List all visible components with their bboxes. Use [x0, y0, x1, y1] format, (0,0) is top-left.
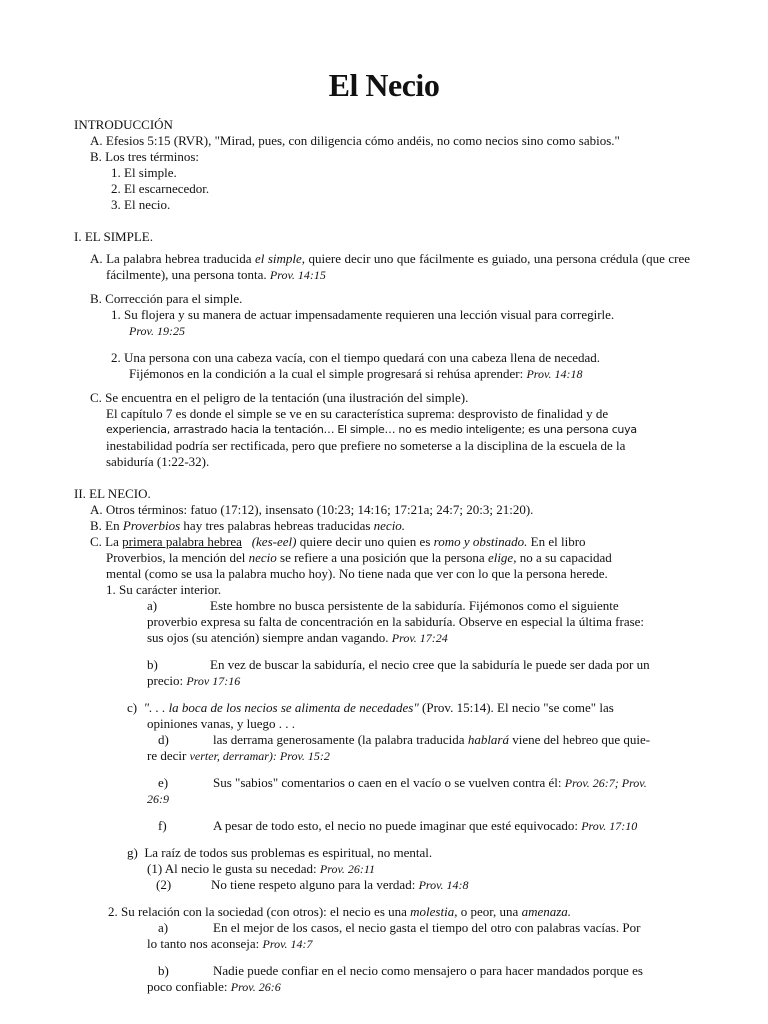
s2-b-text-2: hay tres palabras hebreas traducidas	[180, 518, 374, 533]
s2-c1g1-reference: Prov. 26:11	[319, 862, 376, 876]
s2-c-text-3: En el libro	[527, 534, 586, 549]
s2-c1d-reference: verter, derramar): Prov. 15:2	[189, 749, 330, 763]
s2-c1a-line-2: proverbio expresa su falta de concentración en la sabiduría. Observe en especial la última frase:	[147, 614, 645, 629]
s1-c-quote-line-1: El capítulo 7 es donde el simple se ve en su característica suprema: desprovisto de finalidad y de	[106, 406, 609, 421]
intro-item-a: A. Efesios 5:15 (RVR), "Mirad, pues, con diligencia cómo andéis, no como necios sino como sabios."	[90, 133, 620, 148]
s2-c1-heading: 1. Su carácter interior.	[106, 582, 222, 597]
s1-b1-reference: Prov. 19:25	[129, 324, 185, 338]
s1-a-reference: Prov. 14:15	[269, 268, 326, 282]
s2-c1d-l2-text: re decir	[147, 748, 190, 763]
s2-c1f-reference: Prov. 17:10	[581, 819, 638, 833]
document-body	[74, 117, 690, 995]
s1-a-text: A. La palabra hebrea traducida	[90, 251, 255, 266]
s2-c1g-sub-2	[156, 877, 690, 893]
s2-c2-text: 2. Su relación con la sociedad (con otros): el necio es una	[108, 904, 411, 919]
s1-a-text-2: quiere decir uno que fácilmente es guiado, una persona crédula (que cree fácilmente), una persona tonta.	[106, 251, 690, 282]
s2-c1d-emphasis: hablará	[467, 732, 509, 747]
s2-c2b-line-2	[147, 979, 690, 995]
s2-c1c-text: (Prov. 15:14). El necio "se come" las	[418, 700, 614, 715]
s2-c1d-text: las derrama generosamente (la palabra traducida	[213, 732, 468, 747]
s1-c-quote-line-4: sabiduría (1:22-32).	[106, 454, 210, 469]
s2-c1g2-label: (2)	[156, 877, 172, 892]
s2-c-text-2: quiere decir uno quien es	[296, 534, 434, 549]
s2-c1c-quote: ". . . la boca de los necios se alimenta de necedades"	[143, 700, 419, 715]
s2-c-l2-text-2: se refiere a una posición que la persona	[276, 550, 488, 565]
s2-c1a-reference: Prov. 17:24	[391, 631, 448, 645]
page-title: El Necio	[328, 67, 440, 103]
s2-c-l2-text-3: no a su capacidad	[516, 550, 612, 565]
s2-item-c	[90, 534, 690, 550]
s2-b-text: B. En	[90, 518, 123, 533]
s2-c1b-label: b)	[147, 657, 158, 672]
s2-c-line-3: mental (como se usa la palabra mucho hoy). No tiene nada que ver con lo que la persona herede.	[106, 566, 608, 581]
s1-b2-cont-text: Fijémonos en la condición a la cual el simple progresará si rehúsa aprender:	[129, 366, 527, 381]
s2-c1a-label: a)	[147, 598, 158, 613]
s2-c2-text-2: o peor, una	[457, 904, 522, 919]
s2-c1d-label: d)	[158, 732, 169, 747]
s2-c1-item-c	[127, 700, 690, 716]
s2-c2-item-b	[158, 963, 690, 979]
intro-item-b: B. Los tres términos:	[90, 149, 200, 164]
s2-c2a-l2-text: lo tanto nos aconseja:	[147, 936, 263, 951]
s2-c1a-text: Este hombre no busca persistente de la sabiduría. Fijémonos como el siguiente	[210, 598, 619, 613]
s2-c2a-label: a)	[158, 920, 169, 935]
s2-c-underlined: primera palabra hebrea	[122, 534, 242, 549]
s1-c-quote-line-3: inestabilidad podría ser rectificada, pero que prefiere no someterse a la disciplina de la escuela de la	[106, 438, 626, 453]
s1-item-c: C. Se encuentra en el peligro de la tentación (una ilustración del simple).	[90, 390, 469, 405]
intro-item-b1: 1. El simple.	[111, 165, 177, 180]
s1-c-quote-line-2: experiencia, arrastrado hacia la tentación… El simple… no es medio inteligente; es una persona cuya	[106, 423, 637, 436]
s2-c1g1-text: (1) Al necio le gusta su necedad:	[147, 861, 320, 876]
s2-c1c-line-2: opiniones vanas, y luego . . .	[147, 716, 296, 731]
s2-c1g-sub-1	[147, 861, 690, 877]
s2-c1-item-g	[127, 845, 690, 861]
s1-item-b1: 1. Su flojera y su manera de actuar impensadamente requieren una lección visual para corregirle.	[111, 307, 615, 322]
s2-b-emphasis: Proverbios	[122, 518, 181, 533]
s2-c1g2-reference: Prov. 14:8	[418, 878, 469, 892]
s2-c1b-text: En vez de buscar la sabiduría, el necio cree que la sabiduría le puede ser dada por un	[210, 657, 650, 672]
s2-c1-item-d	[158, 732, 690, 748]
s2-c1f-text: A pesar de todo esto, el necio no puede imaginar que esté equivocado:	[213, 818, 582, 833]
s2-item-b	[90, 518, 690, 534]
s2-c1b-line-2	[147, 673, 690, 689]
s2-c-emphasis: romo y obstinado.	[433, 534, 528, 549]
intro-heading: INTRODUCCIÓN	[74, 117, 173, 132]
s1-b2-reference: Prov. 14:18	[526, 367, 583, 381]
s1-item-b: B. Corrección para el simple.	[90, 291, 243, 306]
s2-c1e-label: e)	[158, 775, 169, 790]
s2-c2-emphasis-2: amenaza.	[521, 904, 572, 919]
s2-c2b-l2-text: poco confiable:	[147, 979, 231, 994]
s2-c1c-label: c)	[127, 700, 138, 715]
s2-c1-item-a	[147, 598, 690, 614]
s2-c1g2-text: No tiene respeto alguno para la verdad:	[211, 877, 419, 892]
s2-c-l2-emphasis-2: elige,	[487, 550, 517, 565]
s2-c2b-label: b)	[158, 963, 169, 978]
s1-item-b2: 2. Una persona con una cabeza vacía, con el tiempo quedará con una cabeza llena de necedad.	[111, 350, 601, 365]
section-2-heading: II. EL NECIO.	[74, 486, 151, 501]
intro-item-b2: 2. El escarnecedor.	[111, 181, 210, 196]
s2-b-emphasis-2: necio.	[373, 518, 406, 533]
s2-item-a: A. Otros términos: fatuo (17:12), insensato (10:23; 14:16; 17:21a; 24:7; 20:3; 21:20).	[90, 502, 534, 517]
s2-c1b-l2-text: precio:	[147, 673, 187, 688]
s2-c1-item-b	[147, 657, 690, 673]
s2-c2a-line-2	[147, 936, 690, 952]
s2-c1e-reference-2: 26:9	[147, 792, 169, 806]
s2-c-transliteration: (kes-eel)	[251, 534, 297, 549]
s2-c1f-label: f)	[158, 818, 167, 833]
s2-c1-item-f	[158, 818, 690, 834]
s2-c2-item-a	[158, 920, 690, 936]
s1-item-b2-cont	[129, 366, 690, 382]
s2-c-l2-emphasis: necio	[248, 550, 277, 565]
s2-c1a-line-3	[147, 630, 690, 646]
intro-item-b3: 3. El necio.	[111, 197, 171, 212]
s2-c-line-2	[106, 550, 690, 566]
s1-item-a	[90, 251, 690, 283]
s2-c2a-reference: Prov. 14:7	[262, 937, 313, 951]
s2-c2-heading	[108, 904, 690, 920]
s2-c2b-reference: Prov. 26:6	[230, 980, 281, 994]
s2-c1e-reference: Prov. 26:7; Prov.	[564, 776, 647, 790]
s2-c2b-text: Nadie puede confiar en el necio como mensajero o para hacer mandados porque es	[213, 963, 643, 978]
s2-c1d-text-2: viene del hebreo que quie-	[508, 732, 651, 747]
s2-c1e-text: Sus "sabios" comentarios o caen en el vacío o se vuelven contra él:	[213, 775, 565, 790]
s2-c1g-label: g)	[127, 845, 138, 860]
section-1-heading: I. EL SIMPLE.	[74, 229, 153, 244]
s2-c2-emphasis: molestia,	[410, 904, 458, 919]
s2-c2a-text: En el mejor de los casos, el necio gasta el tiempo del otro con palabras vacías. Por	[213, 920, 641, 935]
s2-c-l2-text: Proverbios, la mención del	[106, 550, 249, 565]
s2-c1-item-e	[158, 775, 690, 791]
s2-c1b-reference: Prov 17:16	[186, 674, 241, 688]
s2-c-text: C. La	[90, 534, 123, 549]
s1-a-emphasis: el simple,	[254, 251, 306, 266]
s2-c1a-l3-text: sus ojos (su atención) siempre andan vagando.	[147, 630, 392, 645]
s2-c1d-line-2	[147, 748, 690, 764]
s2-c1g-text: La raíz de todos sus problemas es espiritual, no mental.	[144, 845, 433, 860]
